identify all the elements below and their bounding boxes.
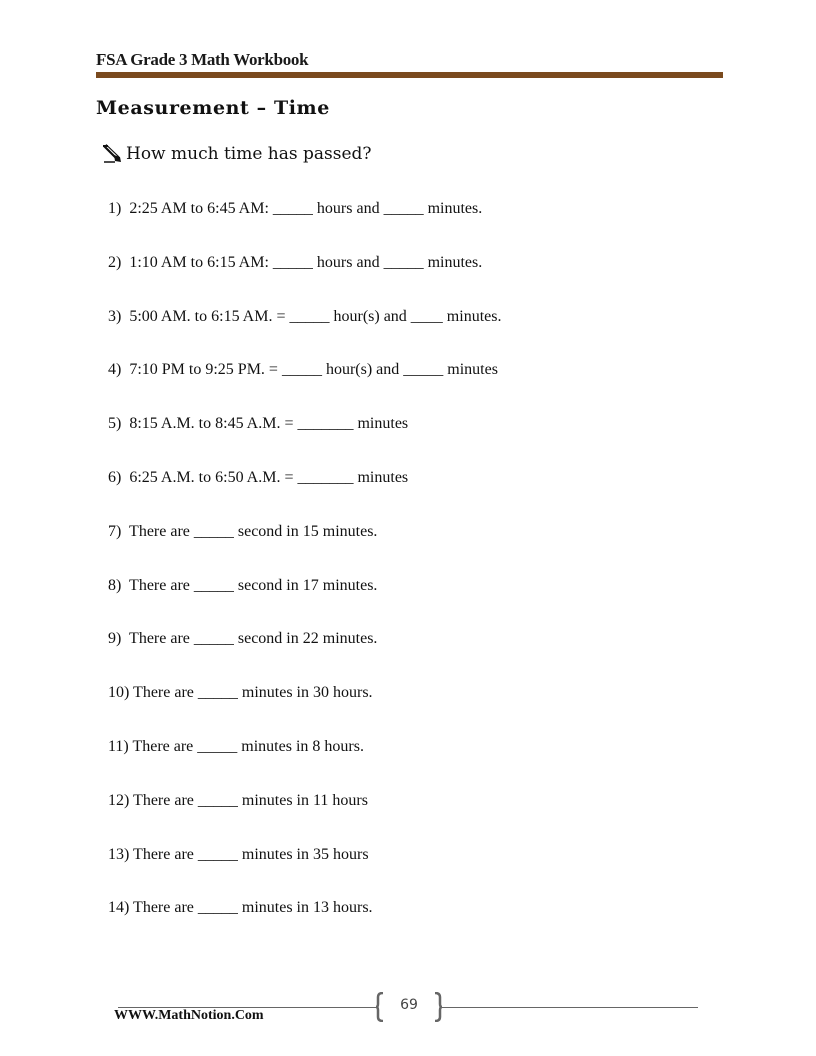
instruction [102,144,372,164]
instruction-text: How much time has passed? [126,144,372,164]
question-item: 6) 6:25 A.M. to 6:50 A.M. = _______ minutes [108,469,409,486]
question-item: 11) There are _____ minutes in 8 hours. [108,738,364,755]
question-item: 2) 1:10 AM to 6:15 AM: _____ hours and _____ minutes. [108,253,483,271]
website-link: WWW.MathNotion.Com [114,1008,264,1023]
question-item: 7) There are _____ second in 15 minutes. [108,522,378,540]
header-rule [96,72,723,78]
question-item: 12) There are _____ minutes in 11 hours [108,791,368,809]
question-item: 8) There are _____ second in 17 minutes. [108,576,378,594]
question-item: 13) There are _____ minutes in 35 hours [108,845,369,863]
header-title: FSA Grade 3 Math Workbook [96,50,309,69]
footer-rule-right [442,1007,698,1008]
question-item: 14) There are _____ minutes in 13 hours. [108,899,373,917]
question-item: 5) 8:15 A.M. to 8:45 A.M. = _______ minutes [108,415,409,433]
page-number-box [376,992,442,1022]
question-item: 1) 2:25 AM to 6:45 AM: _____ hours and _____ minutes. [108,200,483,217]
section-title: Measurement – Time [96,97,330,119]
question-item: 3) 5:00 AM. to 6:15 AM. = _____ hour(s) and ____ minutes. [108,307,502,325]
question-item: 4) 7:10 PM to 9:25 PM. = _____ hour(s) and _____ minutes [108,361,498,379]
question-item: 9) There are _____ second in 22 minutes. [108,630,378,648]
page-number: 69 [400,997,418,1013]
question-item: 10) There are _____ minutes in 30 hours. [108,684,373,702]
pencil-icon [102,144,124,164]
